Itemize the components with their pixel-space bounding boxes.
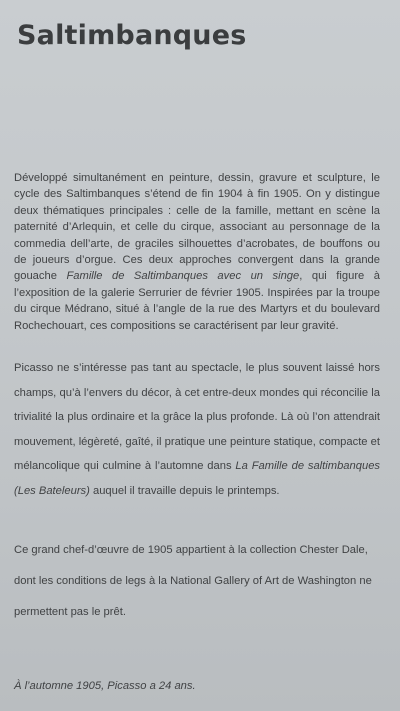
paragraph-picasso-text-a: Picasso ne s’intéresse pas tant au spectacle, le plus souvent laissé hors champs, qu’à l’envers du décor, à cet entre-deux mondes qui réconcilie la trivialité la plus ordinaire et la grâce la plus profonde. Là où l’on attendrait mouvement, légèreté, gaîté, il pratique une peinture statique, compacte et mélancolique qui culmine à l’automne dans — [14, 362, 380, 473]
artwork-title-bateleurs: La Famille de saltimbanques (Les Bateleurs) — [14, 460, 381, 497]
paragraph-intro — [14, 170, 380, 334]
paragraph-intro-text-b: , qui figure à l’exposition de la galerie Serrurier de février 1905. Inspirées par la troupe du cirque Médrano, situé à l’angle de la rue des Martyrs et du boulevard Rochechouart, ces compositions se caractérisent par leur gravité. — [14, 270, 380, 332]
age-caption: À l’automne 1905, Picasso a 24 ans. — [14, 680, 196, 692]
paragraph-picasso-text-b: auquel il travaille depuis le printemps. — [89, 484, 280, 497]
paragraph-collection: Ce grand chef-d’œuvre de 1905 appartient à la collection Chester Dale, dont les conditions de legs à la National Gallery of Art de Washington ne permettent pas le prêt. — [14, 544, 372, 618]
panel-title: Saltimbanques — [17, 20, 247, 51]
artwork-title-famille-singe: Famille de Saltimbanques avec un singe — [66, 270, 300, 283]
paragraph-intro-text-a: Développé simultanément en peinture, dessin, gravure et sculpture, le cycle des Saltimbanques s’étend de fin 1904 à fin 1905. On y distingue deux thématiques principales : celle de la famille, mettant en scène la paternité d’Arlequin, et celle du cirque, associant au personnage de la commedia dell’arte, de graciles silhouettes d’acrobates, de bouffons ou de joueurs d’orgue. Ces deux approches convergent dans la grande gouache — [14, 172, 380, 283]
paragraph-picasso — [14, 356, 380, 504]
